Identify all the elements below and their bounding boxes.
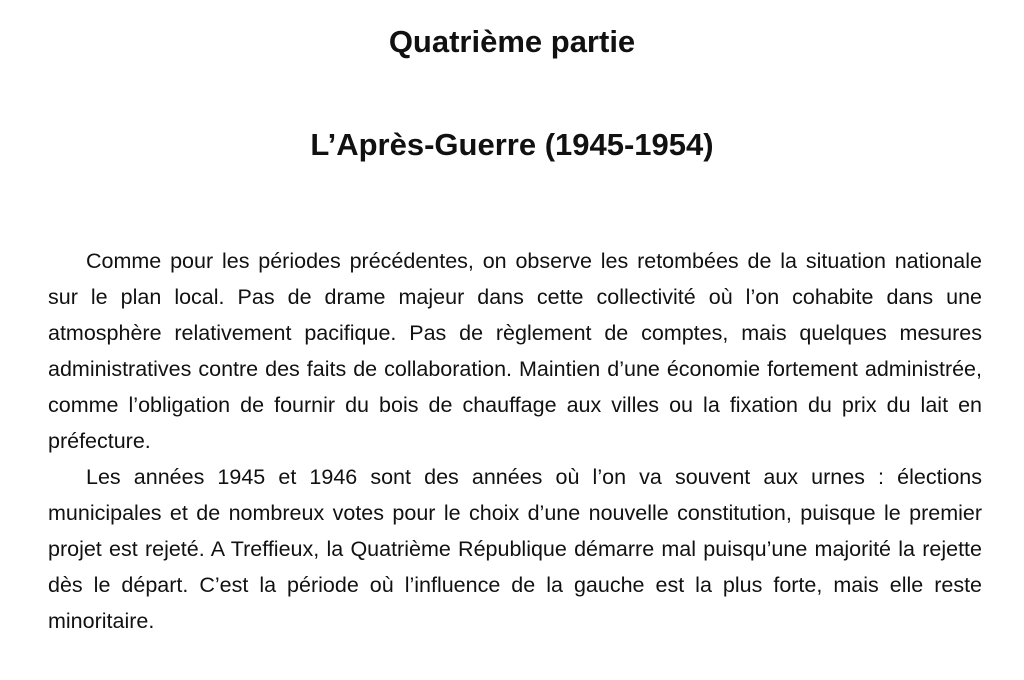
part-title: Quatrième partie bbox=[388, 24, 636, 59]
body-text bbox=[48, 243, 982, 639]
chapter-title: L’Après-Guerre (1945-1954) bbox=[310, 127, 714, 162]
paragraph-2: Les années 1945 et 1946 sont des années où l’on va souvent aux urnes : élections municipales et de nombreux votes pour le choix d’une nouvelle constitution, puisque le premier projet est rejeté. A Treffieux, la Quatrième République démarre mal puisqu’une majorité la rejette dès le départ. C’est la période où l’influence de la gauche est la plus forte, mais elle reste minoritaire. bbox=[48, 465, 982, 633]
paragraph-1: Comme pour les périodes précédentes, on observe les retombées de la situation nationale sur le plan local. Pas de drame majeur dans cette collectivité où l’on cohabite dans une atmosphère relativement pacifique. Pas de règlement de comptes, mais quelques mesures administratives contre des faits de collaboration. Maintien d’une économie fortement administrée, comme l’obligation de fournir du bois de chauffage aux villes ou la fixation du prix du lait en préfecture. bbox=[48, 249, 982, 453]
